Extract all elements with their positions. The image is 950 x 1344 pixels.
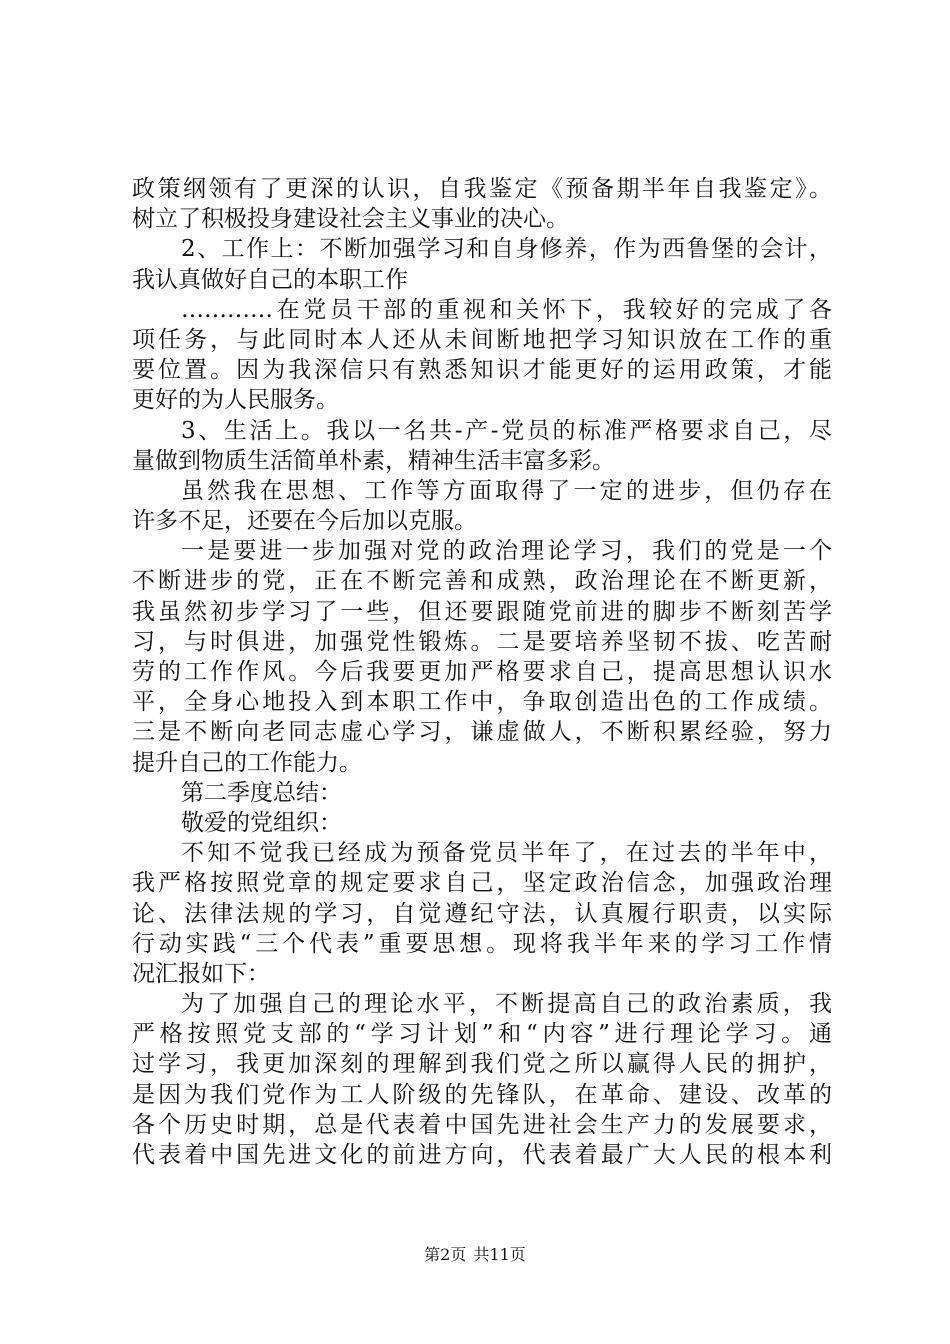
text-line: 论、法律法规的学习，自觉遵纪守法，认真履行职责，以实际 xyxy=(132,900,832,927)
text-line: 提升自己的工作能力。 xyxy=(132,749,362,776)
text-line: 为了加强自己的理论水平，不断提高自己的政治素质，我 xyxy=(181,991,832,1018)
document-body xyxy=(132,174,832,1170)
page-footer: 第2页 共11页 xyxy=(424,1245,526,1264)
text-line: 是因为我们党作为工人阶级的先锋队，在革命、建设、改革的 xyxy=(132,1081,832,1108)
text-line: 第二季度总结： xyxy=(181,779,342,806)
text-line: 过学习，我更加深刻的理解到我们党之所以赢得人民的拥护， xyxy=(132,1051,832,1078)
text-line: 平，全身心地投入到本职工作中，争取创造出色的工作成绩。 xyxy=(132,689,832,716)
text-line: 代表着中国先进文化的前进方向，代表着最广大人民的根本利 xyxy=(132,1142,832,1168)
text-line: 严格按照党支部的“学习计划”和“内容”进行理论学习。通 xyxy=(132,1021,832,1048)
text-line: 三是不断向老同志虚心学习，谦虚做人，不断积累经验，努力 xyxy=(132,719,832,746)
text-line: 树立了积极投身建设社会主义事业的决心。 xyxy=(132,206,569,233)
text-line: 不断进步的党，正在不断完善和成熟，政治理论在不断更新， xyxy=(132,568,832,595)
text-line: 虽然我在思想、工作等方面取得了一定的进步，但仍存在 xyxy=(181,477,832,504)
text-line: 劳的工作作风。今后我要更加严格要求自己，提高思想认识水 xyxy=(132,659,832,685)
text-line: 我虽然初步学习了一些，但还要跟随党前进的脚步不断刻苦学 xyxy=(132,598,832,625)
text-line: 更好的为人民服务。 xyxy=(132,387,339,414)
text-line: …………在党员干部的重视和关怀下，我较好的完成了各 xyxy=(181,296,832,323)
text-line: 3、生活上。我以一名共-产-党员的标准严格要求自己，尽 xyxy=(181,417,832,444)
text-line: 敬爱的党组织： xyxy=(181,809,342,836)
text-line: 量做到物质生活简单朴素，精神生活丰富多彩。 xyxy=(132,447,615,474)
text-line: 要位置。因为我深信只有熟悉知识才能更好的运用政策，才能 xyxy=(132,357,832,384)
text-line: 不知不觉我已经成为预备党员半年了，在过去的半年中， xyxy=(181,840,832,867)
text-line: 许多不足，还要在今后加以克服。 xyxy=(132,508,477,535)
text-line: 2、工作上：不断加强学习和自身修养，作为西鲁堡的会计， xyxy=(181,236,832,263)
text-line: 我严格按照党章的规定要求自己，坚定政治信念，加强政治理 xyxy=(132,870,832,897)
text-line: 行动实践“三个代表”重要思想。现将我半年来的学习工作情 xyxy=(132,930,832,957)
text-line: 项任务，与此同时本人还从未间断地把学习知识放在工作的重 xyxy=(132,326,832,353)
text-line: 一是要进一步加强对党的政治理论学习，我们的党是一个 xyxy=(181,538,832,565)
text-line: 政策纲领有了更深的认识，自我鉴定《预备期半年自我鉴定》。 xyxy=(132,176,832,202)
text-line: 各个历史时期，总是代表着中国先进社会生产力的发展要求， xyxy=(132,1111,832,1138)
text-line: 习，与时俱进，加强党性锻炼。二是要培养坚韧不拔、吃苦耐 xyxy=(132,628,832,655)
text-line: 我认真做好自己的本职工作 xyxy=(132,266,408,293)
text-line: 况汇报如下： xyxy=(132,960,270,987)
